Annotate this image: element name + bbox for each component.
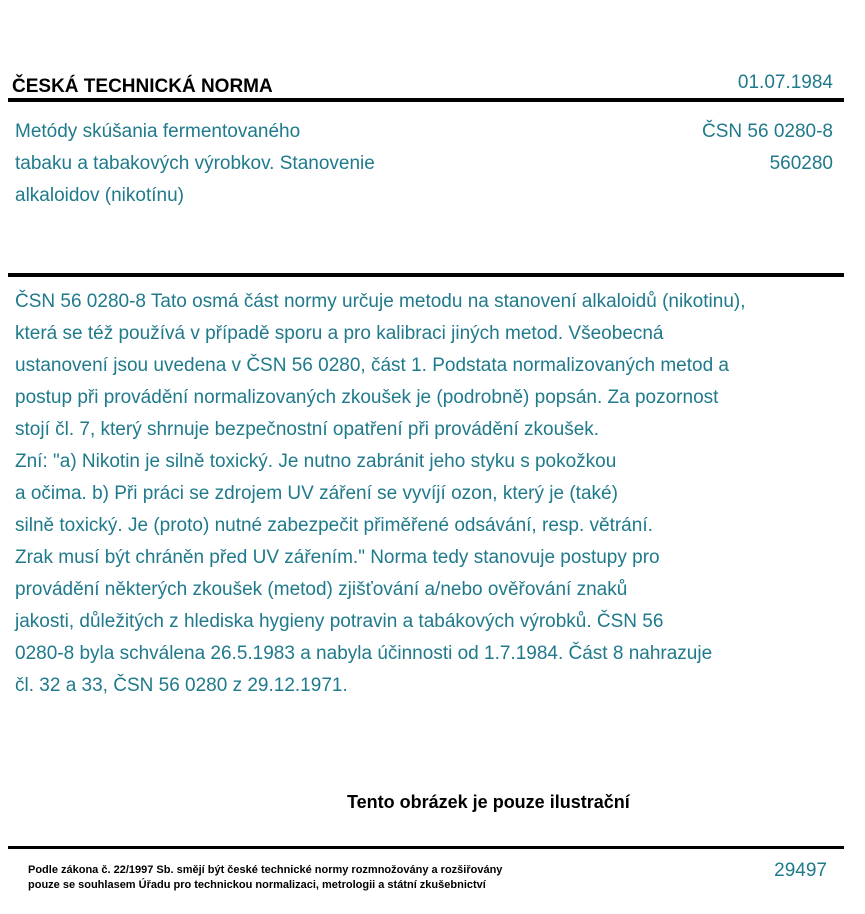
legal-notice-line: pouze se souhlasem Úřadu pro technickou normalizaci, metrologii a státní zkušebnictví [28,879,486,891]
body-paragraph [15,286,746,702]
issue-date: 01.07.1984 [737,72,833,93]
body-line: silně toxický. Je (proto) nutné zabezpečit přiměřené odsávání, resp. větrání. [15,515,653,536]
footer-rule [8,846,844,849]
body-line: ustanovení jsou uvedena v ČSN 56 0280, část 1. Podstata normalizovaných metod a [15,355,729,376]
catalog-number: 29497 [774,860,827,881]
standard-codes [702,116,833,180]
body-line: ČSN 56 0280-8 Tato osmá část normy určuje metodu na stanovení alkaloidů (nikotinu), [15,291,746,312]
document-header-title: ČESKÁ TECHNICKÁ NORMA [12,76,273,97]
body-line: čl. 32 a 33, ČSN 56 0280 z 29.12.1971. [15,675,348,696]
body-line: která se též používá v případě sporu a pro kalibraci jiných metod. Všeobecná [15,323,664,344]
body-line: provádění některých zkoušek (metod) zjišťování a/nebo ověřování znaků [15,579,628,600]
standard-designation: ČSN 56 0280-8 [702,121,833,142]
standard-title-line: Metódy skúšania fermentovaného [15,121,301,142]
standard-title [15,116,375,212]
legal-notice [28,863,502,893]
legal-notice-line: Podle zákona č. 22/1997 Sb. smějí být české technické normy rozmnožovány a rozšiřovány [28,864,503,876]
body-line: Zní: "a) Nikotin je silně toxický. Je nutno zabránit jeho styku s pokožkou [15,451,617,472]
body-line: stojí čl. 7, který shrnuje bezpečnostní opatření při provádění zkoušek. [15,419,600,440]
section-rule [8,273,844,277]
standard-classification: 560280 [769,153,833,174]
body-line: 0280-8 byla schválena 26.5.1983 a nabyla účinnosti od 1.7.1984. Část 8 nahrazuje [15,643,713,664]
standard-title-line: tabaku a tabakových výrobkov. Stanovenie [15,153,375,174]
standard-title-line: alkaloidov (nikotínu) [15,185,184,206]
body-line: a očima. b) Při práci se zdrojem UV záření se vyvíjí ozon, který je (také) [15,483,618,504]
header-rule [8,98,844,102]
body-line: Zrak musí být chráněn před UV zářením." Norma tedy stanovuje postupy pro [15,547,660,568]
body-line: postup při provádění normalizovaných zkoušek je (podrobně) popsán. Za pozornost [15,387,719,408]
illustration-disclaimer: Tento obrázek je pouze ilustrační [347,792,630,812]
body-line: jakosti, důležitých z hlediska hygieny potravin a tabákových výrobků. ČSN 56 [15,611,664,632]
